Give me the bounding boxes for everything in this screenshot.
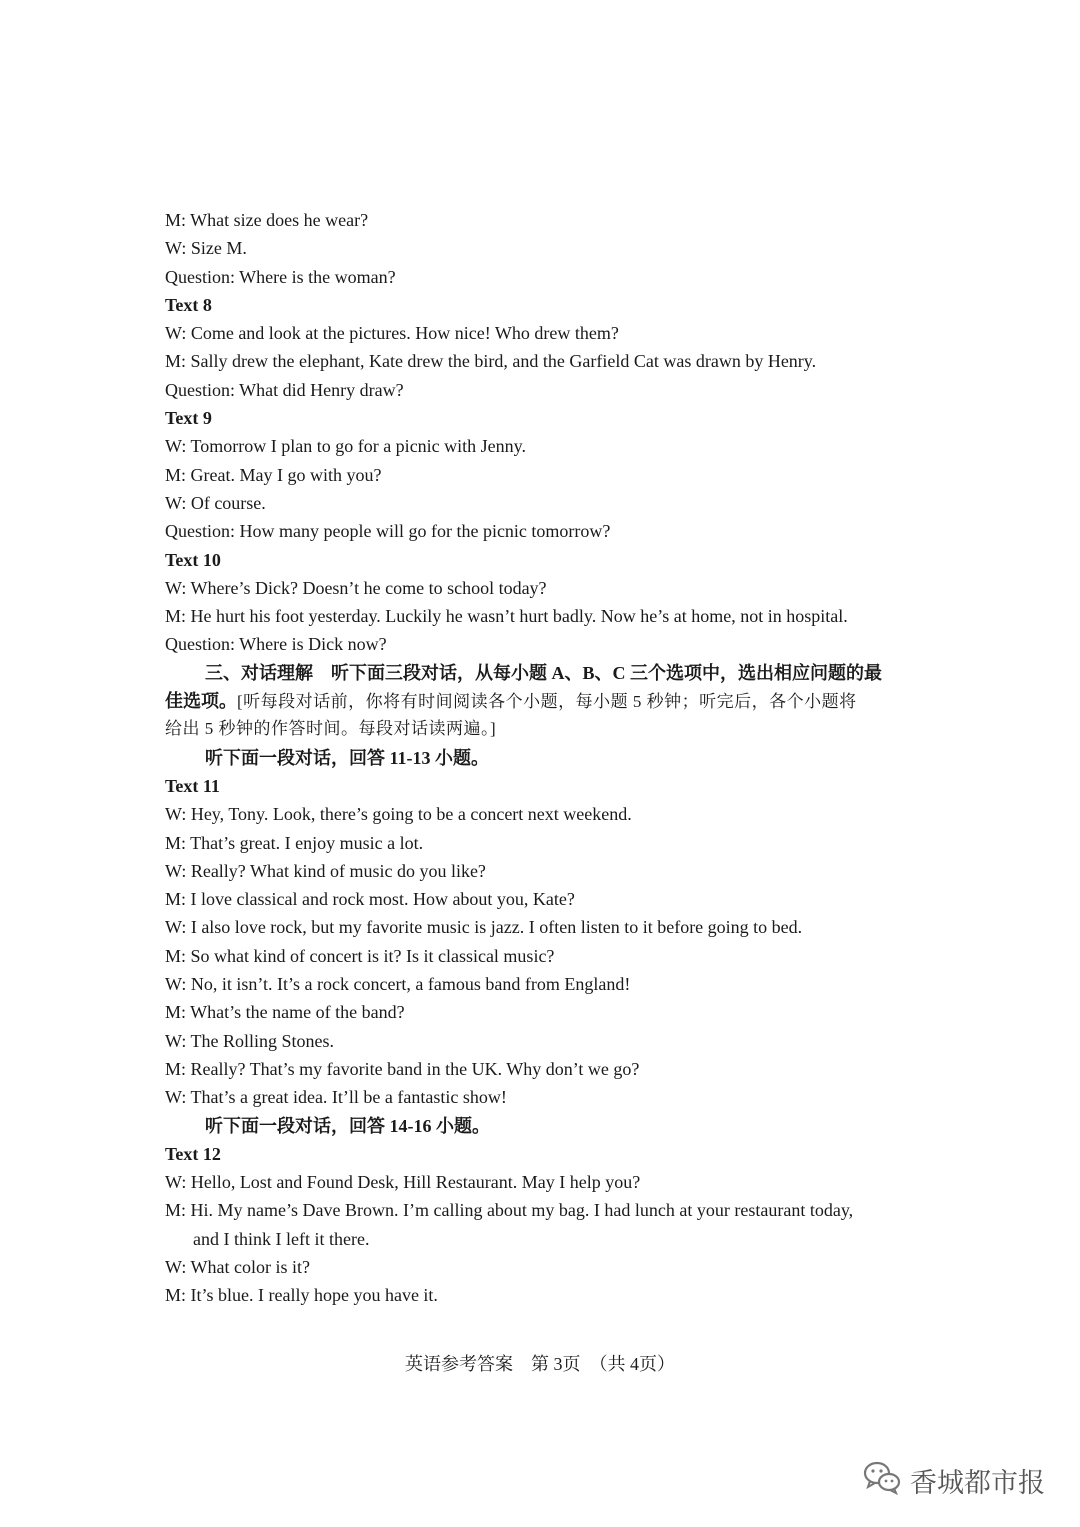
dialogue-line: M: It’s blue. I really hope you have it. [165,1285,438,1306]
text-heading: Text 9 [165,408,212,429]
dialogue-line: M: Hi. My name’s Dave Brown. I’m calling about my bag. I had lunch at your restaurant today, [165,1200,854,1221]
dialogue-line: W: Of course. [165,492,266,513]
dialogue-line: W: Size M. [165,238,247,259]
section-note: 给出 5 秒钟的作答时间。每段对话读两遍。] [165,719,497,739]
dialogue-line: W: No, it isn’t. It’s a rock concert, a famous band from England! [165,974,631,995]
section-heading: 三、对话理解 听下面三段对话，从每小题 A、B、C 三个选项中，选出相应问题的最 [205,662,883,683]
dialogue-line: M: So what kind of concert is it? Is it classical music? [165,945,555,966]
page-footer: 英语参考答案 第 3页 （共 4页） [405,1354,675,1374]
dialogue-line: M: Sally drew the elephant, Kate drew the bird, and the Garfield Cat was drawn by Henry. [165,351,817,372]
question-line: Question: What did Henry draw? [165,379,404,400]
instruction: 听下面一段对话，回答 14-16 小题。 [205,1115,490,1136]
question-line: Question: How many people will go for the picnic tomorrow? [165,521,611,542]
text-heading: Text 10 [165,549,221,570]
dialogue-line: W: What color is it? [165,1256,310,1277]
dialogue-line: M: I love classical and rock most. How about you, Kate? [165,889,575,910]
document-body [165,206,925,1310]
dialogue-line: M: Great. May I go with you? [165,464,382,485]
dialogue-line-cont: and I think I left it there. [193,1228,370,1249]
dialogue-line: W: The Rolling Stones. [165,1030,334,1051]
dialogue-line: W: Hello, Lost and Found Desk, Hill Restaurant. May I help you? [165,1172,641,1193]
question-line: Question: Where is the woman? [165,266,396,287]
text-heading: Text 8 [165,294,212,315]
dialogue-line: M: That’s great. I enjoy music a lot. [165,832,424,853]
dialogue-line: M: What’s the name of the band? [165,1002,405,1023]
dialogue-line: W: Really? What kind of music do you like? [165,860,486,881]
dialogue-line: M: Really? That’s my favorite band in the UK. Why don’t we go? [165,1058,640,1079]
section-heading-cont [165,687,925,715]
watermark [862,1458,1045,1502]
dialogue-line: W: I also love rock, but my favorite music is jazz. I often listen to it before going to bed. [165,917,803,938]
text-heading: Text 12 [165,1143,221,1164]
dialogue-line: M: He hurt his foot yesterday. Luckily he wasn’t hurt badly. Now he’s at home, not in hospital. [165,606,848,627]
question-line: Question: Where is Dick now? [165,634,387,655]
dialogue-line: M: What size does he wear? [165,210,369,230]
section-heading-end: 佳选项。 [165,691,237,712]
dialogue-line: W: Come and look at the pictures. How nice! Who drew them? [165,323,619,344]
instruction: 听下面一段对话，回答 11-13 小题。 [205,747,489,768]
dialogue-line: W: Tomorrow I plan to go for a picnic with Jenny. [165,436,526,457]
dialogue-line: W: Where’s Dick? Doesn’t he come to school today? [165,577,547,598]
dialogue-line: W: That’s a great idea. It’ll be a fantastic show! [165,1087,507,1108]
watermark-text: 香城都市报 [910,1467,1045,1499]
wechat-icon [862,1457,910,1504]
section-note: [听每段对话前，你将有时间阅读各个小题，每小题 5 秒钟；听完后，各个小题将 [237,692,857,712]
text-heading: Text 11 [165,775,220,796]
dialogue-line: W: Hey, Tony. Look, there’s going to be a concert next weekend. [165,804,632,825]
